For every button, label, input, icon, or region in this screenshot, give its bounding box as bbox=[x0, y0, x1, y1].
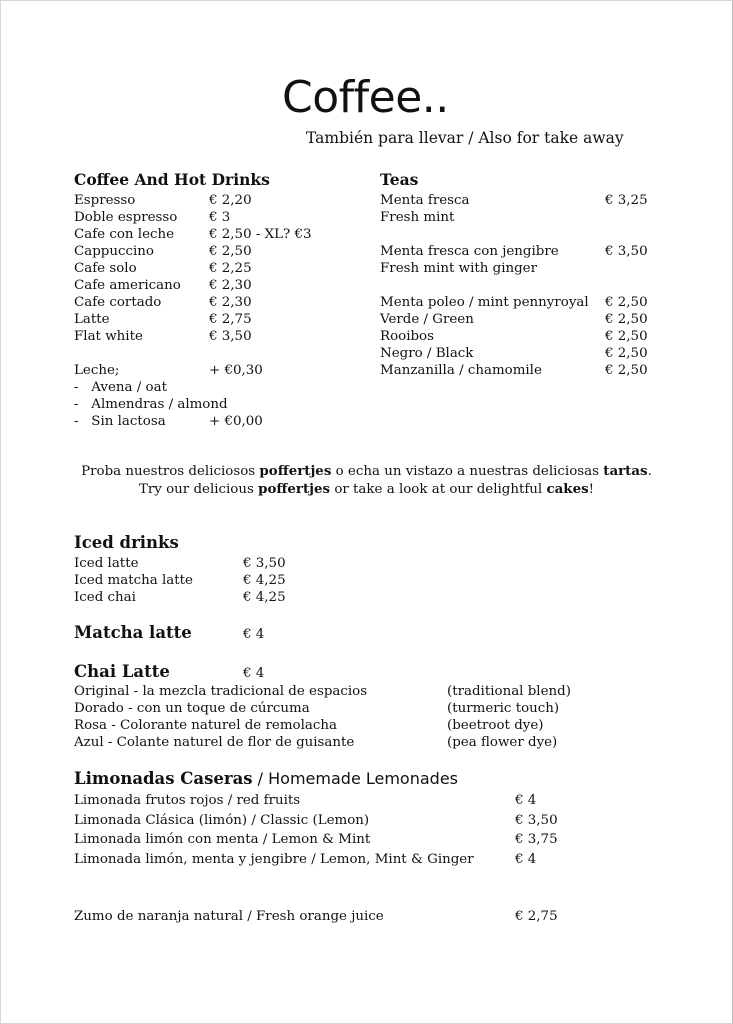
chai-price: € 4 bbox=[243, 666, 265, 681]
lemonades-menu-list bbox=[74, 791, 574, 871]
item-price: € 2,30 bbox=[209, 278, 252, 293]
item-price: € 2,50 bbox=[605, 363, 648, 378]
item-name: Menta fresca bbox=[380, 193, 470, 208]
item-price: € 2,30 bbox=[209, 295, 252, 310]
variant-note: (turmeric touch) bbox=[447, 701, 560, 716]
item-price: € 3,50 bbox=[209, 329, 252, 344]
milk-price: + €0,30 bbox=[209, 363, 263, 378]
item-name: Menta fresca con jengibre bbox=[380, 244, 559, 259]
teas-heading: Teas bbox=[380, 170, 419, 189]
juice-row bbox=[74, 907, 574, 927]
item-price: € 3,50 bbox=[605, 244, 648, 259]
item-name: Fresh mint with ginger bbox=[380, 261, 537, 276]
promo-text: Try our delicious bbox=[138, 482, 259, 497]
item-name: Limonada frutos rojos / red fruits bbox=[74, 793, 301, 808]
milk-option-name: - Almendras / almond bbox=[74, 397, 228, 412]
item-price: € 3,50 bbox=[243, 556, 286, 571]
promo-text: or take a look at our delightful bbox=[330, 482, 547, 497]
item-name: Limonada limón con menta / Lemon & Mint bbox=[74, 832, 371, 847]
item-name: Rooibos bbox=[380, 329, 434, 344]
iced-menu-list bbox=[74, 555, 334, 610]
item-price: € 2,50 bbox=[605, 346, 648, 361]
item-price: € 2,50 - XL? €3 bbox=[209, 227, 312, 242]
item-name: Limonada Clásica (limón) / Classic (Lemon) bbox=[74, 812, 370, 828]
item-name: Limonada limón, menta y jengibre / Lemon, Mint & Ginger bbox=[74, 851, 474, 867]
item-name: Cappuccino bbox=[74, 244, 154, 259]
variant-name: Azul - Colante naturel de flor de guisante bbox=[74, 735, 355, 750]
promo-text: o echa un vistazo a nuestras deliciosas bbox=[331, 464, 604, 479]
item-name: Manzanilla / chamomile bbox=[380, 363, 542, 378]
item-price: € 4 bbox=[515, 793, 537, 808]
item-name: Flat white bbox=[74, 329, 143, 344]
variant-name: Dorado - con un toque de cúrcuma bbox=[74, 701, 310, 716]
variant-name: Rosa - Colorante naturel de remolacha bbox=[74, 718, 337, 733]
coffee-heading: Coffee And Hot Drinks bbox=[74, 170, 270, 189]
promo-line-en bbox=[0, 480, 733, 499]
item-name: Cafe americano bbox=[74, 278, 181, 293]
item-price: € 2,75 bbox=[209, 312, 252, 327]
item-name: Cafe con leche bbox=[74, 227, 175, 242]
milk-option-name: - Avena / oat bbox=[74, 380, 167, 395]
page-subtitle: También para llevar / Also for take away bbox=[306, 129, 624, 147]
item-price: € 3,75 bbox=[515, 832, 558, 847]
milk-label: Leche; bbox=[74, 363, 120, 378]
item-price: € 3,50 bbox=[515, 812, 558, 828]
promo-line-es bbox=[0, 462, 733, 481]
variant-note: (beetroot dye) bbox=[447, 718, 544, 733]
item-name: Doble espresso bbox=[74, 210, 178, 225]
item-price: € 4,25 bbox=[243, 573, 286, 588]
coffee-menu-list bbox=[74, 192, 354, 432]
item-price: € 2,50 bbox=[605, 295, 648, 310]
item-name: Iced latte bbox=[74, 556, 139, 571]
lemonades-heading-en: / Homemade Lemonades bbox=[252, 769, 458, 788]
chai-variants-list bbox=[74, 683, 594, 753]
milk-option-price: + €0,00 bbox=[209, 414, 263, 429]
chai-heading: Chai Latte bbox=[74, 662, 170, 681]
promo-text: Proba nuestros deliciosos bbox=[81, 464, 260, 479]
item-name: Iced chai bbox=[74, 590, 136, 605]
item-name: Negro / Black bbox=[380, 346, 474, 361]
item-price: € 3,25 bbox=[605, 193, 648, 208]
variant-note: (traditional blend) bbox=[447, 684, 571, 699]
item-price: € 3 bbox=[209, 210, 231, 225]
promo-highlight: poffertjes bbox=[259, 463, 332, 479]
item-name: Cafe solo bbox=[74, 261, 137, 276]
promo-text: ! bbox=[588, 482, 595, 497]
item-name: Latte bbox=[74, 312, 110, 327]
iced-heading: Iced drinks bbox=[74, 533, 179, 552]
item-name: Verde / Green bbox=[380, 312, 474, 327]
matcha-price: € 4 bbox=[243, 627, 265, 642]
promo-highlight: poffertjes bbox=[258, 481, 331, 497]
item-name: Fresh mint bbox=[380, 210, 455, 225]
lemonades-heading-es: Limonadas Caseras bbox=[74, 769, 253, 788]
item-price: € 2,50 bbox=[209, 244, 252, 259]
item-name: Menta poleo / mint pennyroyal bbox=[380, 295, 589, 310]
item-name: Cafe cortado bbox=[74, 295, 162, 310]
item-name: Iced matcha latte bbox=[74, 573, 193, 588]
item-price: € 2,75 bbox=[515, 909, 558, 924]
promo-highlight: tartas bbox=[603, 463, 648, 479]
matcha-heading: Matcha latte bbox=[74, 623, 192, 642]
variant-name: Original - la mezcla tradicional de espacios bbox=[74, 684, 368, 699]
item-price: € 2,50 bbox=[605, 329, 648, 344]
lemonades-heading bbox=[74, 768, 458, 790]
item-price: € 4 bbox=[515, 851, 537, 867]
item-price: € 2,25 bbox=[209, 261, 252, 276]
teas-menu-list bbox=[380, 192, 670, 382]
promo-highlight: cakes bbox=[546, 481, 589, 497]
milk-option-name: - Sin lactosa bbox=[74, 414, 166, 429]
item-price: € 2,20 bbox=[209, 193, 252, 208]
item-price: € 4,25 bbox=[243, 590, 286, 605]
item-price: € 2,50 bbox=[605, 312, 648, 327]
promo-text: . bbox=[647, 464, 652, 479]
page-title: Coffee.. bbox=[282, 72, 449, 123]
item-name: Zumo de naranja natural / Fresh orange juice bbox=[74, 909, 384, 924]
variant-note: (pea flower dye) bbox=[447, 735, 558, 750]
item-name: Espresso bbox=[74, 193, 136, 208]
